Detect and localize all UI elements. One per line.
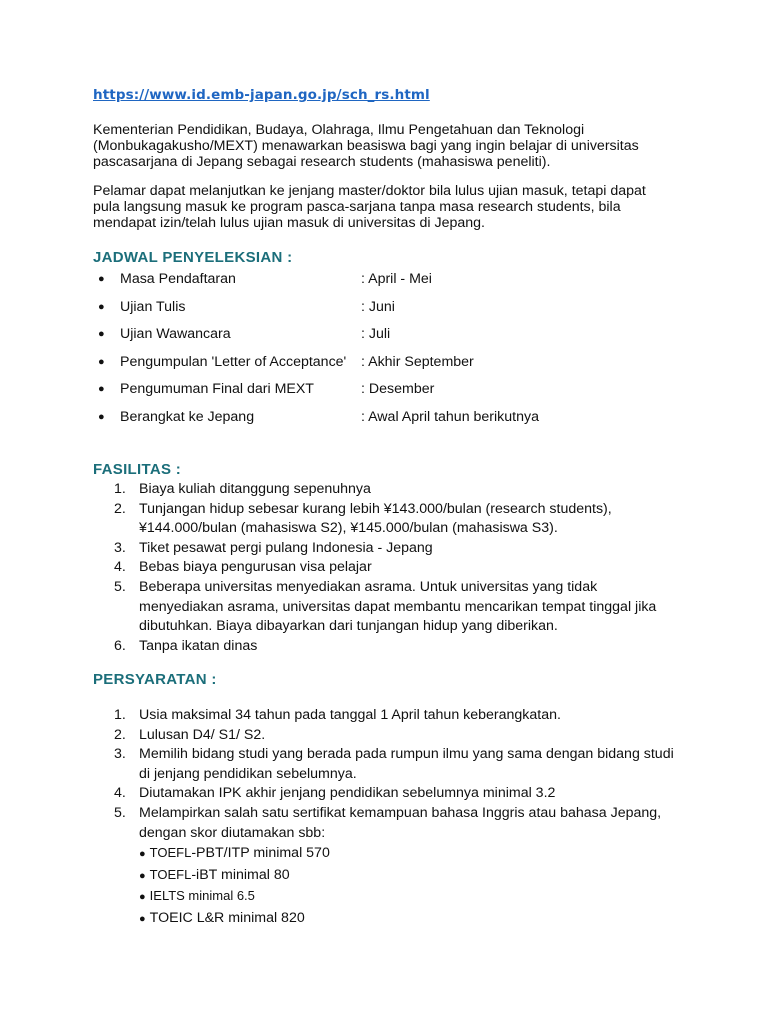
schedule-label: Pengumuman Final dari MEXT (120, 381, 314, 398)
cert-requirement: -PBT/ITP minimal 570 (191, 845, 330, 862)
bullet-icon: ● (139, 891, 146, 904)
schedule-list (93, 266, 653, 432)
intro-line: (Monbukagakusho/MEXT) menawarkan beasiswa bagi yang ingin belajar di universitas (93, 138, 639, 154)
schedule-item (93, 376, 653, 404)
item-number: 3. (114, 539, 126, 556)
list-item (93, 784, 693, 804)
intro-line: mendapat izin/telah lulus ujian masuk di universitas di Jepang. (93, 215, 485, 231)
persyaratan-heading: PERSYARATAN : (93, 671, 217, 688)
schedule-label: Pengumpulan 'Letter of Acceptance' (120, 353, 347, 370)
list-item (93, 726, 693, 746)
list-item (93, 804, 693, 930)
schedule-item (93, 294, 653, 322)
item-line: Beberapa universitas menyediakan asrama. Untuk universitas yang tidak (139, 578, 598, 595)
item-number: 5. (114, 578, 126, 595)
item-line: di jenjang pendidikan sebelumnya. (139, 765, 357, 782)
item-number: 2. (114, 500, 126, 517)
jadwal-heading: JADWAL PENYELEKSIAN : (93, 249, 293, 266)
bullet-icon: ● (98, 355, 105, 368)
item-line: dengan skor diutamakan sbb: (139, 824, 326, 841)
cert-requirement: -iBT minimal 80 (191, 866, 290, 883)
schedule-value: : Desember (361, 381, 435, 398)
item-line: Memilih bidang studi yang berada pada rumpun ilmu yang sama dengan bidang studi (139, 746, 674, 763)
intro-paragraph-1 (93, 122, 683, 170)
list-item (93, 558, 693, 578)
persyaratan-list (93, 706, 693, 930)
item-line: Lulusan D4/ S1/ S2. (139, 726, 266, 743)
item-number: 1. (114, 481, 126, 497)
fasilitas-heading: FASILITAS : (93, 461, 182, 478)
schedule-label: Berangkat ke Jepang (120, 408, 255, 425)
intro-line: Pelamar dapat melanjutkan ke jenjang master/doktor bila lulus ujian masuk, tetapi dapat (93, 183, 646, 199)
schedule-label: Ujian Wawancara (120, 326, 231, 343)
item-line: ¥144.000/bulan (mahasiswa S2), ¥145.000/bulan (mahasiswa S3). (139, 520, 558, 537)
schedule-value: : Awal April tahun berikutnya (361, 408, 539, 425)
item-line: Biaya kuliah ditanggung sepenuhnya (139, 481, 371, 497)
bullet-icon: ● (98, 328, 105, 341)
item-number: 5. (114, 804, 126, 821)
list-item (93, 480, 693, 500)
item-line: Usia maksimal 34 tahun pada tanggal 1 April tahun keberangkatan. (139, 707, 561, 723)
item-line: menyediakan asrama, universitas dapat membantu mencarikan tempat tinggal jika (139, 598, 657, 615)
cert-name: TOEFL (149, 866, 192, 882)
schedule-label: Ujian Tulis (120, 298, 186, 315)
intro-line: Kementerian Pendidikan, Budaya, Olahraga, Ilmu Pengetahuan dan Teknologi (93, 122, 585, 138)
item-number: 6. (114, 637, 126, 654)
cert-item (139, 908, 693, 930)
fasilitas-list (93, 480, 693, 656)
list-item (93, 578, 693, 637)
item-line: Melampirkan salah satu sertifikat kemampuan bahasa Inggris atau bahasa Jepang, (139, 804, 662, 821)
schedule-value: : Juli (361, 326, 391, 343)
item-number: 1. (114, 707, 126, 723)
item-number: 4. (114, 559, 126, 576)
item-number: 2. (114, 726, 126, 743)
cert-name: TOEFL (149, 845, 192, 861)
cert-requirement: TOEIC L&R minimal 820 (149, 909, 305, 926)
item-number: 4. (114, 785, 126, 802)
cert-item (139, 843, 693, 865)
intro-paragraph-2 (93, 183, 683, 231)
schedule-item (93, 404, 653, 432)
schedule-item (93, 266, 653, 294)
schedule-value: : Akhir September (361, 353, 474, 370)
bullet-icon: ● (139, 912, 146, 925)
cert-item (139, 886, 693, 908)
intro-line: pascasarjana di Jepang sebagai research students (mahasiswa peneliti). (93, 154, 551, 170)
item-line: Bebas biaya pengurusan visa pelajar (139, 559, 372, 576)
item-number: 3. (114, 746, 126, 763)
item-line: Tunjangan hidup sebesar kurang lebih ¥143.000/bulan (research students), (139, 500, 612, 517)
cert-name: IELTS minimal 6.5 (149, 888, 255, 904)
intro-line: pula langsung masuk ke program pasca-sarjana tanpa masa research students, bila (93, 199, 621, 215)
schedule-item (93, 349, 653, 377)
item-line: Tanpa ikatan dinas (139, 637, 258, 654)
item-line: Diutamakan IPK akhir jenjang pendidikan sebelumnya minimal 3.2 (139, 785, 556, 802)
bullet-icon: ● (98, 410, 105, 423)
bullet-icon: ● (98, 273, 105, 285)
schedule-label: Masa Pendaftaran (120, 271, 236, 287)
list-item (93, 539, 693, 559)
bullet-icon: ● (98, 300, 105, 313)
list-item (93, 706, 693, 726)
bullet-icon: ● (139, 869, 146, 882)
list-item (93, 637, 693, 657)
item-line: Tiket pesawat pergi pulang Indonesia - Jepang (139, 539, 433, 556)
schedule-item (93, 321, 653, 349)
source-link[interactable]: https://www.id.emb-japan.go.jp/sch_rs.html (93, 87, 430, 103)
bullet-icon: ● (139, 848, 146, 861)
schedule-value: : April - Mei (361, 271, 432, 287)
item-line: dibutuhkan. Biaya dibayarkan dari tunjangan hidup yang diberikan. (139, 618, 558, 635)
schedule-value: : Juni (361, 298, 395, 315)
list-item (93, 500, 693, 539)
cert-item (139, 865, 693, 887)
bullet-icon: ● (98, 383, 105, 396)
list-item (93, 745, 693, 784)
